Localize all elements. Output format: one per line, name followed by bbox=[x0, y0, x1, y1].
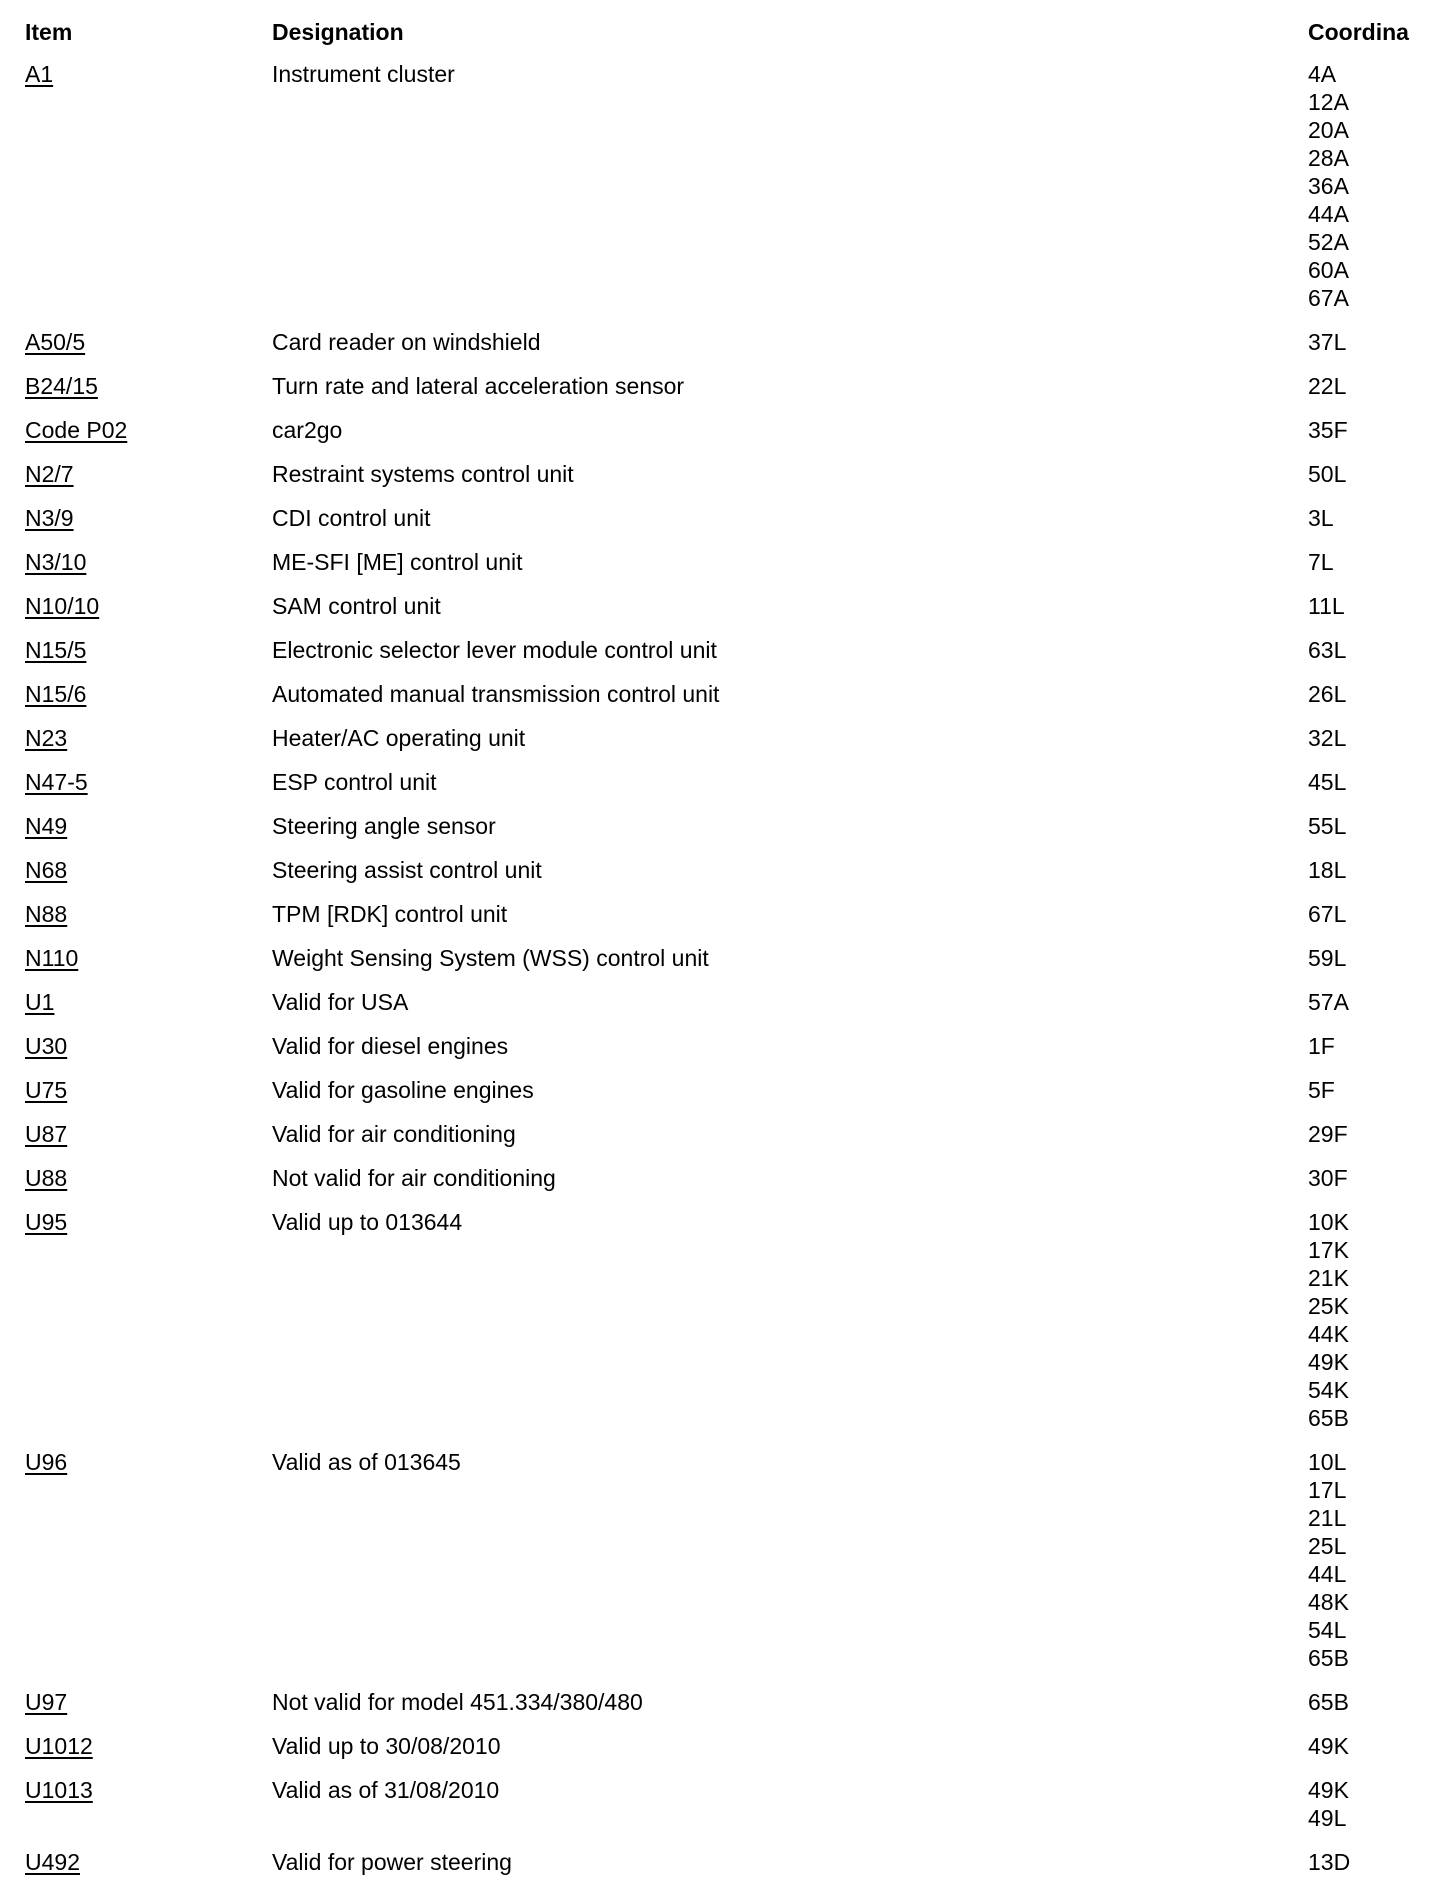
table-row bbox=[0, 50, 1456, 318]
designation-cell: CDI control unit bbox=[272, 505, 431, 531]
coordinate-value: 65B bbox=[1308, 1645, 1349, 1671]
item-cell bbox=[25, 856, 67, 884]
item-link[interactable]: U1012 bbox=[25, 1733, 93, 1759]
item-cell bbox=[25, 1448, 67, 1476]
item-link[interactable]: U87 bbox=[25, 1121, 68, 1147]
item-link[interactable]: U492 bbox=[25, 1849, 80, 1875]
table-row bbox=[0, 1154, 1456, 1198]
item-link[interactable]: U75 bbox=[25, 1077, 68, 1103]
coordinate-cell bbox=[1308, 680, 1346, 708]
coordinate-value: 30F bbox=[1308, 1165, 1348, 1191]
item-cell bbox=[25, 1032, 67, 1060]
table-row bbox=[0, 318, 1456, 362]
item-link[interactable]: Code P02 bbox=[25, 417, 128, 443]
coordinate-value: 4A bbox=[1308, 61, 1337, 87]
coordinate-value: 22L bbox=[1308, 373, 1347, 399]
designation-cell: Valid as of 31/08/2010 bbox=[272, 1777, 500, 1803]
item-cell bbox=[25, 416, 127, 444]
item-link[interactable]: N68 bbox=[25, 857, 68, 883]
item-link[interactable]: N47-5 bbox=[25, 769, 88, 795]
designation-cell: Not valid for model 451.334/380/480 bbox=[272, 1689, 643, 1715]
coordinate-value: 63L bbox=[1308, 637, 1347, 663]
coordinate-cell bbox=[1308, 944, 1346, 972]
header-coordinates: Coordina bbox=[1308, 19, 1409, 45]
item-link[interactable]: A50/5 bbox=[25, 329, 86, 355]
coordinate-cell bbox=[1308, 416, 1348, 444]
coordinate-value: 32L bbox=[1308, 725, 1347, 751]
coordinate-value: 20A bbox=[1308, 117, 1349, 143]
item-link[interactable]: N88 bbox=[25, 901, 68, 927]
designation-cell: Steering assist control unit bbox=[272, 857, 542, 883]
item-cell bbox=[25, 636, 86, 664]
coordinate-value: 55L bbox=[1308, 813, 1347, 839]
designation-cell: Valid for air conditioning bbox=[272, 1121, 516, 1147]
coordinate-value: 35F bbox=[1308, 417, 1348, 443]
item-cell bbox=[25, 1776, 93, 1804]
designation-cell: Valid for diesel engines bbox=[272, 1033, 509, 1059]
table-row bbox=[0, 1198, 1456, 1438]
coordinate-cell bbox=[1308, 592, 1345, 620]
coordinate-value: 36A bbox=[1308, 173, 1349, 199]
coordinate-cell bbox=[1308, 1032, 1335, 1060]
table-row bbox=[0, 802, 1456, 846]
table-row bbox=[0, 1110, 1456, 1154]
item-cell bbox=[25, 1120, 67, 1148]
header-item: Item bbox=[25, 19, 73, 45]
coordinate-value: 49K bbox=[1308, 1777, 1349, 1803]
item-link[interactable]: N15/5 bbox=[25, 637, 87, 663]
designation-cell: Valid for USA bbox=[272, 989, 409, 1015]
coordinate-cell bbox=[1308, 812, 1346, 840]
designation-cell: Turn rate and lateral acceleration sensor bbox=[272, 373, 685, 399]
coordinate-value: 28A bbox=[1308, 145, 1349, 171]
item-cell bbox=[25, 988, 54, 1016]
coordinate-value: 49K bbox=[1308, 1733, 1349, 1759]
table-row bbox=[0, 1438, 1456, 1678]
coordinate-cell bbox=[1308, 1120, 1348, 1148]
header-designation: Designation bbox=[272, 19, 404, 45]
item-cell bbox=[25, 328, 85, 356]
item-cell bbox=[25, 1164, 67, 1192]
table-row bbox=[0, 1066, 1456, 1110]
item-cell bbox=[25, 1076, 67, 1104]
coordinate-value: 67L bbox=[1308, 901, 1347, 927]
coordinate-value: 54K bbox=[1308, 1377, 1349, 1403]
item-cell bbox=[25, 1732, 93, 1760]
coordinate-cell bbox=[1308, 1076, 1335, 1104]
coordinate-value: 29F bbox=[1308, 1121, 1348, 1147]
coordinate-value: 3L bbox=[1308, 505, 1334, 531]
item-cell bbox=[25, 460, 74, 488]
item-link[interactable]: B24/15 bbox=[25, 373, 98, 399]
coordinate-value: 52A bbox=[1308, 229, 1349, 255]
item-link[interactable]: N3/9 bbox=[25, 505, 74, 531]
designation-cell: Valid as of 013645 bbox=[272, 1449, 461, 1475]
coordinate-value: 65B bbox=[1308, 1405, 1349, 1431]
item-link[interactable]: N10/10 bbox=[25, 593, 100, 619]
item-cell bbox=[25, 900, 67, 928]
coordinate-value: 26L bbox=[1308, 681, 1347, 707]
coordinate-value: 50L bbox=[1308, 461, 1347, 487]
item-link[interactable]: N15/6 bbox=[25, 681, 87, 707]
table-row bbox=[0, 714, 1456, 758]
coordinate-value: 44K bbox=[1308, 1321, 1349, 1347]
designation-cell: car2go bbox=[272, 417, 343, 443]
coordinate-value: 10K bbox=[1308, 1209, 1349, 1235]
designation-cell: TPM [RDK] control unit bbox=[272, 901, 508, 927]
coordinate-cell bbox=[1308, 1688, 1349, 1716]
designation-cell: Weight Sensing System (WSS) control unit bbox=[272, 945, 709, 971]
item-link[interactable]: U30 bbox=[25, 1033, 68, 1059]
table-row bbox=[0, 758, 1456, 802]
item-cell bbox=[25, 768, 88, 796]
table-row bbox=[0, 1678, 1456, 1722]
designation-cell: Card reader on windshield bbox=[272, 329, 541, 355]
item-link[interactable]: U1 bbox=[25, 989, 55, 1015]
coordinate-value: 49K bbox=[1308, 1349, 1349, 1375]
coordinate-value: 48K bbox=[1308, 1589, 1349, 1615]
coordinate-value: 1F bbox=[1308, 1033, 1335, 1059]
item-link[interactable]: N110 bbox=[25, 945, 79, 971]
item-cell bbox=[25, 812, 67, 840]
designation-cell: Valid up to 013644 bbox=[272, 1209, 463, 1235]
table-row bbox=[0, 890, 1456, 934]
table-header bbox=[0, 14, 1456, 50]
designation-cell: Valid up to 30/08/2010 bbox=[272, 1733, 501, 1759]
designation-cell: Automated manual transmission control unit bbox=[272, 681, 720, 707]
coordinate-cell bbox=[1308, 1164, 1348, 1192]
item-cell bbox=[25, 60, 53, 88]
table-row bbox=[0, 406, 1456, 450]
coordinate-value: 12A bbox=[1308, 89, 1349, 115]
table-row bbox=[0, 1022, 1456, 1066]
coordinate-value: 7L bbox=[1308, 549, 1334, 575]
coordinate-value: 37L bbox=[1308, 329, 1347, 355]
coordinate-cell bbox=[1308, 900, 1346, 928]
coordinate-value: 17K bbox=[1308, 1237, 1349, 1263]
table-row bbox=[0, 538, 1456, 582]
table-row bbox=[0, 494, 1456, 538]
coordinate-cell bbox=[1308, 548, 1334, 576]
coordinate-value: 25L bbox=[1308, 1533, 1347, 1559]
coordinate-value: 44L bbox=[1308, 1561, 1347, 1587]
item-link[interactable]: N23 bbox=[25, 725, 68, 751]
item-link[interactable]: A1 bbox=[25, 61, 54, 87]
designation-cell: Steering angle sensor bbox=[272, 813, 496, 839]
table-body bbox=[0, 50, 1456, 1882]
item-cell bbox=[25, 548, 86, 576]
table-row bbox=[0, 1766, 1456, 1838]
coordinate-value: 67A bbox=[1308, 285, 1349, 311]
coordinate-cell bbox=[1308, 724, 1346, 752]
item-cell bbox=[25, 1208, 67, 1236]
item-link[interactable]: N49 bbox=[25, 813, 68, 839]
coordinate-value: 13D bbox=[1308, 1849, 1351, 1875]
coordinate-value: 49L bbox=[1308, 1805, 1347, 1831]
table-row bbox=[0, 978, 1456, 1022]
coordinate-cell bbox=[1308, 1776, 1349, 1832]
coordinate-cell bbox=[1308, 1732, 1349, 1760]
coordinate-cell bbox=[1308, 768, 1346, 796]
coordinate-cell bbox=[1308, 460, 1346, 488]
item-cell bbox=[25, 372, 98, 400]
coordinate-value: 45L bbox=[1308, 769, 1347, 795]
item-cell bbox=[25, 944, 78, 972]
item-link[interactable]: U88 bbox=[25, 1165, 68, 1191]
coordinate-value: 21L bbox=[1308, 1505, 1347, 1531]
coordinate-value: 11L bbox=[1308, 593, 1345, 619]
coordinate-value: 17L bbox=[1308, 1477, 1347, 1503]
item-link[interactable]: U96 bbox=[25, 1449, 68, 1475]
designation-cell: ESP control unit bbox=[272, 769, 437, 795]
table-row bbox=[0, 934, 1456, 978]
item-cell bbox=[25, 680, 86, 708]
coordinate-cell bbox=[1308, 636, 1346, 664]
coordinate-cell bbox=[1308, 1448, 1349, 1672]
item-link[interactable]: N3/10 bbox=[25, 549, 87, 575]
coordinate-value: 60A bbox=[1308, 257, 1349, 283]
coordinate-value: 59L bbox=[1308, 945, 1347, 971]
coordinate-cell bbox=[1308, 1848, 1350, 1876]
coordinate-value: 54L bbox=[1308, 1617, 1347, 1643]
item-cell bbox=[25, 1848, 80, 1876]
designation-cell: ME-SFI [ME] control unit bbox=[272, 549, 523, 575]
designation-cell: Not valid for air conditioning bbox=[272, 1165, 556, 1191]
item-cell bbox=[25, 504, 74, 532]
coordinate-value: 65B bbox=[1308, 1689, 1349, 1715]
designation-cell: Heater/AC operating unit bbox=[272, 725, 526, 751]
coordinate-value: 10L bbox=[1308, 1449, 1347, 1475]
item-link[interactable]: U1013 bbox=[25, 1777, 93, 1803]
coordinate-value: 44A bbox=[1308, 201, 1349, 227]
item-link[interactable]: N2/7 bbox=[25, 461, 74, 487]
coordinate-cell bbox=[1308, 856, 1346, 884]
coordinate-cell bbox=[1308, 60, 1349, 312]
table-row bbox=[0, 670, 1456, 714]
coordinate-value: 21K bbox=[1308, 1265, 1349, 1291]
designation-cell: Restraint systems control unit bbox=[272, 461, 574, 487]
table-row bbox=[0, 626, 1456, 670]
item-link[interactable]: U97 bbox=[25, 1689, 68, 1715]
coordinate-cell bbox=[1308, 504, 1334, 532]
table-row bbox=[0, 1838, 1456, 1882]
designation-cell: Valid for gasoline engines bbox=[272, 1077, 534, 1103]
item-cell bbox=[25, 592, 99, 620]
coordinate-cell bbox=[1308, 328, 1346, 356]
coordinate-value: 18L bbox=[1308, 857, 1347, 883]
table-row bbox=[0, 1722, 1456, 1766]
coordinate-cell bbox=[1308, 372, 1346, 400]
coordinate-cell bbox=[1308, 988, 1349, 1016]
table-row bbox=[0, 582, 1456, 626]
designation-cell: SAM control unit bbox=[272, 593, 441, 619]
coordinate-value: 5F bbox=[1308, 1077, 1335, 1103]
designation-cell: Instrument cluster bbox=[272, 61, 455, 87]
coordinate-cell bbox=[1308, 1208, 1349, 1432]
coordinate-value: 25K bbox=[1308, 1293, 1349, 1319]
table-row bbox=[0, 846, 1456, 890]
item-cell bbox=[25, 724, 67, 752]
item-cell bbox=[25, 1688, 67, 1716]
designation-cell: Valid for power steering bbox=[272, 1849, 512, 1875]
item-link[interactable]: U95 bbox=[25, 1209, 68, 1235]
designation-cell: Electronic selector lever module control unit bbox=[272, 637, 717, 663]
table-row bbox=[0, 362, 1456, 406]
table-row bbox=[0, 450, 1456, 494]
coordinate-value: 57A bbox=[1308, 989, 1349, 1015]
